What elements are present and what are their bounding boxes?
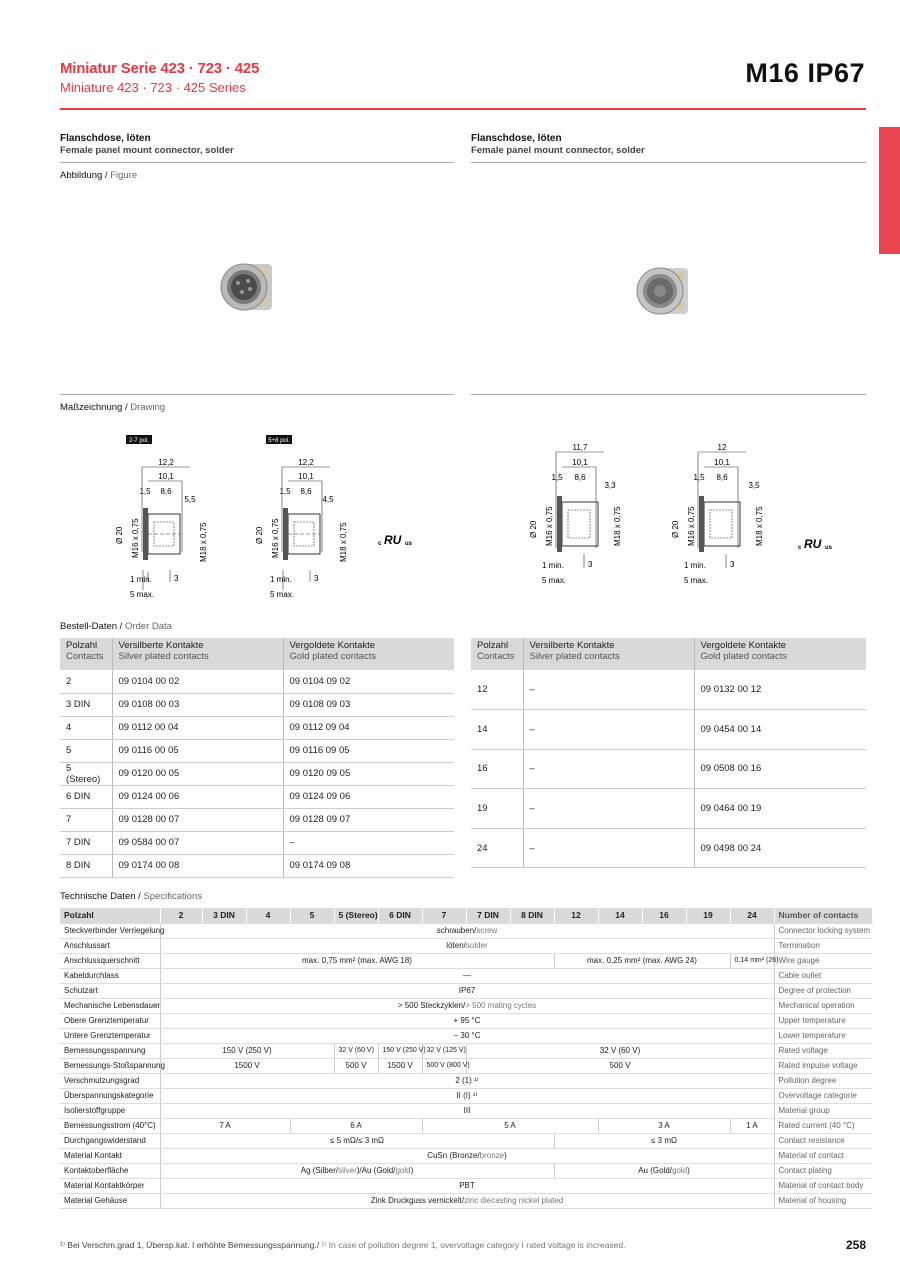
header-rule — [60, 108, 866, 110]
order-row — [60, 693, 454, 716]
order-row — [471, 670, 866, 710]
spec-cell: Ag (Silber/silver)/Au (Gold/gold) — [160, 1163, 554, 1178]
order-row — [471, 710, 866, 750]
spec-cell: 6 A — [290, 1118, 422, 1133]
spec-column-header: 12 — [554, 908, 598, 923]
order-row — [60, 716, 454, 739]
svg-text:12: 12 — [717, 443, 727, 452]
svg-text:3: 3 — [730, 560, 735, 569]
connector-photo-left — [218, 258, 274, 316]
svg-text:8,6: 8,6 — [300, 487, 312, 496]
order-cell: 09 0124 00 06 — [112, 785, 283, 808]
dimension-drawing-1 — [110, 432, 220, 604]
order-cell: – — [523, 828, 694, 868]
spec-cell: 150 V (250 V) — [378, 1043, 422, 1058]
spec-cell: Cable outlet — [774, 968, 872, 983]
spec-column-header: 8 DIN — [510, 908, 554, 923]
spec-cell: Lower temperature — [774, 1028, 872, 1043]
spec-cell: 500 V — [466, 1058, 774, 1073]
column-header: Vergoldete Kontakte Gold plated contacts — [283, 638, 454, 670]
spec-cell: + 95 °C — [160, 1013, 774, 1028]
spec-row-impulse — [60, 1058, 872, 1073]
order-row — [60, 670, 454, 693]
svg-text:3: 3 — [174, 574, 179, 583]
spec-cell: löten/solder — [160, 938, 774, 953]
spec-cell: − 30 °C — [160, 1028, 774, 1043]
svg-text:RU: RU — [804, 537, 822, 551]
svg-text:12,2: 12,2 — [158, 458, 174, 467]
spec-cell: Material of contact — [774, 1148, 872, 1163]
order-cell: 09 0112 00 04 — [112, 716, 283, 739]
spec-row-voltage — [60, 1043, 872, 1058]
spec-cell: ≤ 3 mΩ — [554, 1133, 774, 1148]
right-product-title-de: Flanschdose, löten — [471, 133, 562, 144]
column-header: Polzahl Contacts — [471, 638, 523, 670]
spec-cell: Mechanische Lebensdauer — [60, 998, 160, 1013]
spec-row-gauge — [60, 953, 872, 968]
svg-text:M16 x 0,75: M16 x 0,75 — [271, 518, 280, 558]
spec-column-header: Polzahl — [60, 908, 160, 923]
spec-cell: Rated current (40 °C) — [774, 1118, 872, 1133]
spec-cell: Kontaktoberfläche — [60, 1163, 160, 1178]
spec-row-locking — [60, 923, 872, 938]
spec-cell: 5 A — [422, 1118, 598, 1133]
spec-cell: Obere Grenztemperatur — [60, 1013, 160, 1028]
spec-cell: 1500 V — [160, 1058, 334, 1073]
spec-cell: Anschlussquerschnitt — [60, 953, 160, 968]
svg-text:5 max.: 5 max. — [130, 590, 155, 599]
svg-text:M18 x 0,75: M18 x 0,75 — [199, 522, 208, 562]
order-cell: 7 DIN — [60, 831, 112, 854]
order-cell: 09 0108 00 03 — [112, 693, 283, 716]
svg-text:us: us — [825, 545, 833, 551]
order-cell: 24 — [471, 828, 523, 868]
order-cell: 09 0584 00 07 — [112, 831, 283, 854]
spec-row-cable — [60, 968, 872, 983]
spec-column-header: 3 DIN — [202, 908, 246, 923]
svg-text:10,1: 10,1 — [298, 472, 314, 481]
svg-text:8,6: 8,6 — [716, 473, 728, 482]
spec-cell: Rated impulse voltage — [774, 1058, 872, 1073]
svg-text:1 min.: 1 min. — [684, 561, 706, 570]
svg-text:1,5: 1,5 — [139, 487, 151, 496]
svg-text:5,5: 5,5 — [184, 495, 196, 504]
order-cell: 14 — [471, 710, 523, 750]
order-data-label: Bestell-Daten / Order Data — [60, 621, 172, 632]
spec-row-upper — [60, 1013, 872, 1028]
spec-row-overvoltage — [60, 1088, 872, 1103]
spec-cell: Bemessungsstrom (40°C) — [60, 1118, 160, 1133]
order-cell: 09 0104 00 02 — [112, 670, 283, 693]
divider — [60, 394, 454, 395]
svg-text:1 min.: 1 min. — [542, 561, 564, 570]
spec-cell: Bemessungsspannung — [60, 1043, 160, 1058]
order-cell: 09 0120 00 05 — [112, 762, 283, 785]
svg-text:3: 3 — [314, 574, 319, 583]
order-cell: – — [523, 789, 694, 829]
column-header: Versilberte Kontakte Silver plated contacts — [523, 638, 694, 670]
spec-cell: CuSn (Bronze/bronze) — [160, 1148, 774, 1163]
order-cell: 09 0112 09 04 — [283, 716, 454, 739]
svg-text:Ø 20: Ø 20 — [255, 526, 264, 544]
spec-row-plating — [60, 1163, 872, 1178]
spec-cell: Connector locking system — [774, 923, 872, 938]
spec-column-header: Number of contacts — [774, 908, 872, 923]
spec-cell: Mechanical operation — [774, 998, 872, 1013]
svg-text:c: c — [798, 545, 802, 551]
spec-cell: Steckverbinder Verriegelung — [60, 923, 160, 938]
svg-text:2-7 pol.: 2-7 pol. — [128, 438, 150, 444]
spec-cell: IP67 — [160, 983, 774, 998]
ul-certification-icon — [376, 530, 418, 548]
svg-text:10,1: 10,1 — [572, 458, 588, 467]
spec-column-header: 5 (Stereo) — [334, 908, 378, 923]
spec-cell: ≤ 5 mΩ/≤ 3 mΩ — [160, 1133, 554, 1148]
spec-cell: Au (Gold/gold) — [554, 1163, 774, 1178]
order-row — [60, 854, 454, 877]
order-row — [60, 831, 454, 854]
spec-row-lower — [60, 1028, 872, 1043]
order-row — [471, 789, 866, 829]
spec-row-current — [60, 1118, 872, 1133]
spec-cell: Schutzart — [60, 983, 160, 998]
order-row — [60, 739, 454, 762]
spec-row-termination — [60, 938, 872, 953]
spec-cell: II (I) ¹⁾ — [160, 1088, 774, 1103]
spec-cell: Zink Druckguss vernickelt/zinc diecasting nickel plated — [160, 1193, 774, 1208]
svg-text:10,1: 10,1 — [714, 458, 730, 467]
spec-cell: > 500 Steckzyklen/> 500 mating cycles — [160, 998, 774, 1013]
order-cell: 09 0132 00 12 — [694, 670, 866, 710]
connector-photo-right — [634, 262, 690, 320]
divider — [471, 162, 866, 163]
dimension-drawing-2 — [250, 432, 360, 604]
order-cell: 09 0454 00 14 — [694, 710, 866, 750]
column-header: Vergoldete Kontakte Gold plated contacts — [694, 638, 866, 670]
svg-text:8,6: 8,6 — [160, 487, 172, 496]
spec-cell: Material Kontaktkörper — [60, 1178, 160, 1193]
spec-cell: Contact plating — [774, 1163, 872, 1178]
svg-text:M18 x 0,75: M18 x 0,75 — [613, 506, 622, 546]
ul-certification-icon — [796, 534, 838, 552]
svg-text:M16 x 0,75: M16 x 0,75 — [545, 506, 554, 546]
svg-text:Ø 20: Ø 20 — [115, 526, 124, 544]
spec-cell: 7 A — [160, 1118, 290, 1133]
spec-cell: Material of contact body — [774, 1178, 872, 1193]
svg-text:5 max.: 5 max. — [270, 590, 295, 599]
figure-label: Abbildung / Figure — [60, 170, 138, 181]
order-cell: 09 0124 09 06 — [283, 785, 454, 808]
order-cell: 09 0508 00 16 — [694, 749, 866, 789]
spec-row-protection — [60, 983, 872, 998]
spec-cell: Overvoltage categorie — [774, 1088, 872, 1103]
spec-row-mech — [60, 998, 872, 1013]
order-cell: 09 0116 00 05 — [112, 739, 283, 762]
svg-text:4,5: 4,5 — [322, 495, 334, 504]
spec-cell: Wire gauge — [774, 953, 872, 968]
spec-column-header: 6 DIN — [378, 908, 422, 923]
svg-text:5 max.: 5 max. — [542, 576, 567, 585]
spec-cell: PBT — [160, 1178, 774, 1193]
spec-cell: Material group — [774, 1103, 872, 1118]
spec-row-mat-contact — [60, 1148, 872, 1163]
dimension-drawing-3 — [524, 436, 634, 588]
spec-cell: Untere Grenztemperatur — [60, 1028, 160, 1043]
spec-cell: schrauben/screw — [160, 923, 774, 938]
specifications-label: Technische Daten / Specifications — [60, 891, 203, 902]
order-cell: 8 DIN — [60, 854, 112, 877]
order-cell: – — [523, 749, 694, 789]
order-row — [471, 828, 866, 868]
footnote: ¹⁾ Bei Verschm.grad 1, Übersp.kat. I erhöhte Bemessungsspannung./ ¹⁾ In case of pollution degree 1, overvoltage category I rated voltage is increased. — [60, 1240, 626, 1250]
order-cell: 09 0108 09 03 — [283, 693, 454, 716]
svg-text:1 min.: 1 min. — [270, 575, 292, 584]
order-cell: 12 — [471, 670, 523, 710]
right-product-title-en: Female panel mount connector, solder — [471, 145, 645, 156]
column-header: Versilberte Kontakte Silver plated contacts — [112, 638, 283, 670]
order-cell: 09 0174 00 08 — [112, 854, 283, 877]
svg-text:M16 x 0,75: M16 x 0,75 — [131, 518, 140, 558]
page-number: 258 — [845, 1238, 866, 1252]
order-cell: 09 0104 09 02 — [283, 670, 454, 693]
spec-cell: Anschlussart — [60, 938, 160, 953]
spec-cell: Rated voltage — [774, 1043, 872, 1058]
spec-cell: Kabeldurchlass — [60, 968, 160, 983]
spec-row-housing — [60, 1193, 872, 1208]
spec-cell: 32 V (125 V) — [422, 1043, 466, 1058]
column-header: Polzahl Contacts — [60, 638, 112, 670]
svg-text:M18 x 0,75: M18 x 0,75 — [339, 522, 348, 562]
spec-cell: 1500 V — [378, 1058, 422, 1073]
spec-cell: Contact resistance — [774, 1133, 872, 1148]
spec-cell: Degree of protection — [774, 983, 872, 998]
specifications-table — [60, 908, 873, 1209]
order-cell: 3 DIN — [60, 693, 112, 716]
divider — [60, 162, 454, 163]
spec-cell: 2 (1) ¹⁾ — [160, 1073, 774, 1088]
svg-text:11,7: 11,7 — [572, 443, 588, 452]
order-cell: 16 — [471, 749, 523, 789]
order-cell: – — [523, 710, 694, 750]
spec-column-header: 16 — [642, 908, 686, 923]
svg-text:8,6: 8,6 — [574, 473, 586, 482]
spec-cell: max. 0,75 mm² (max. AWG 18) — [160, 953, 554, 968]
spec-cell: 0,14 mm² (26) — [730, 953, 774, 968]
order-cell: 4 — [60, 716, 112, 739]
spec-cell: Material Kontakt — [60, 1148, 160, 1163]
order-cell: 6 DIN — [60, 785, 112, 808]
order-table-right — [471, 638, 866, 868]
svg-text:M18 x 0,75: M18 x 0,75 — [755, 506, 764, 546]
spec-column-header: 2 — [160, 908, 202, 923]
spec-cell: 1 A — [730, 1118, 774, 1133]
order-cell: – — [283, 831, 454, 854]
left-product-title-en: Female panel mount connector, solder — [60, 145, 234, 156]
spec-row-material-group — [60, 1103, 872, 1118]
svg-text:5 max.: 5 max. — [684, 576, 709, 585]
svg-text:RU: RU — [384, 533, 402, 547]
svg-text:3,5: 3,5 — [748, 481, 760, 490]
order-row — [60, 808, 454, 831]
order-row — [471, 749, 866, 789]
order-cell: – — [523, 670, 694, 710]
spec-row-pollution — [60, 1073, 872, 1088]
svg-text:10,1: 10,1 — [158, 472, 174, 481]
svg-text:1,5: 1,5 — [693, 473, 705, 482]
spec-column-header: 14 — [598, 908, 642, 923]
svg-text:Ø 20: Ø 20 — [671, 520, 680, 538]
spec-cell: 32 V (60 V) — [334, 1043, 378, 1058]
spec-cell: 500 V (800 V) — [422, 1058, 466, 1073]
chapter-tab[interactable] — [879, 127, 900, 254]
drawing-label: Maßzeichnung / Drawing — [60, 402, 166, 413]
order-cell: 2 — [60, 670, 112, 693]
order-cell: 09 0128 00 07 — [112, 808, 283, 831]
svg-text:12,2: 12,2 — [298, 458, 314, 467]
order-cell: 5 (Stereo) — [60, 762, 112, 785]
order-cell: 7 — [60, 808, 112, 831]
spec-cell: 3 A — [598, 1118, 730, 1133]
svg-text:5+8 pol.: 5+8 pol. — [268, 438, 290, 444]
svg-text:Ø 20: Ø 20 — [529, 520, 538, 538]
page-title: M16 IP67 — [745, 58, 865, 88]
spec-cell: 150 V (250 V) — [160, 1043, 334, 1058]
spec-cell: Bemessungs-Stoßspannung — [60, 1058, 160, 1073]
svg-text:1,5: 1,5 — [551, 473, 563, 482]
spec-column-header: 4 — [246, 908, 290, 923]
spec-cell: Upper temperature — [774, 1013, 872, 1028]
spec-column-header: 5 — [290, 908, 334, 923]
dimension-drawing-4 — [666, 436, 776, 588]
spec-cell: max. 0,25 mm² (max. AWG 24) — [554, 953, 730, 968]
spec-row-body — [60, 1178, 872, 1193]
spec-cell: III — [160, 1103, 774, 1118]
spec-cell: 500 V — [334, 1058, 378, 1073]
order-cell: 09 0498 00 24 — [694, 828, 866, 868]
spec-cell: Verschmutzungsgrad — [60, 1073, 160, 1088]
order-cell: 09 0174 09 08 — [283, 854, 454, 877]
order-cell: 19 — [471, 789, 523, 829]
order-cell: 09 0464 00 19 — [694, 789, 866, 829]
svg-text:us: us — [405, 541, 413, 547]
spec-cell: Material Gehäuse — [60, 1193, 160, 1208]
spec-cell: Material of housing — [774, 1193, 872, 1208]
order-table-left — [60, 638, 454, 878]
series-title-de: Miniatur Serie 423 · 723 · 425 — [60, 60, 260, 77]
spec-cell: Überspannungskategorie — [60, 1088, 160, 1103]
order-cell: 5 — [60, 739, 112, 762]
svg-text:3: 3 — [588, 560, 593, 569]
spec-cell: Termination — [774, 938, 872, 953]
divider — [471, 394, 866, 395]
svg-text:M16 x 0,75: M16 x 0,75 — [687, 506, 696, 546]
spec-cell: — — [160, 968, 774, 983]
svg-text:3,3: 3,3 — [604, 481, 616, 490]
spec-column-header: 7 — [422, 908, 466, 923]
spec-row-resistance — [60, 1133, 872, 1148]
order-cell: 09 0116 09 05 — [283, 739, 454, 762]
spec-cell: Pollution degree — [774, 1073, 872, 1088]
spec-column-header: 24 — [730, 908, 774, 923]
spec-column-header: 19 — [686, 908, 730, 923]
left-product-title-de: Flanschdose, löten — [60, 133, 151, 144]
order-cell: 09 0120 09 05 — [283, 762, 454, 785]
spec-cell: 32 V (60 V) — [466, 1043, 774, 1058]
order-cell: 09 0128 09 07 — [283, 808, 454, 831]
svg-text:1 min.: 1 min. — [130, 575, 152, 584]
order-row — [60, 785, 454, 808]
order-row — [60, 762, 454, 785]
spec-cell: Isolierstoffgruppe — [60, 1103, 160, 1118]
series-title-en: Miniature 423 · 723 · 425 Series — [60, 80, 246, 95]
svg-text:c: c — [378, 541, 382, 547]
spec-cell: Durchgangswiderstand — [60, 1133, 160, 1148]
spec-column-header: 7 DIN — [466, 908, 510, 923]
svg-text:1,5: 1,5 — [279, 487, 291, 496]
